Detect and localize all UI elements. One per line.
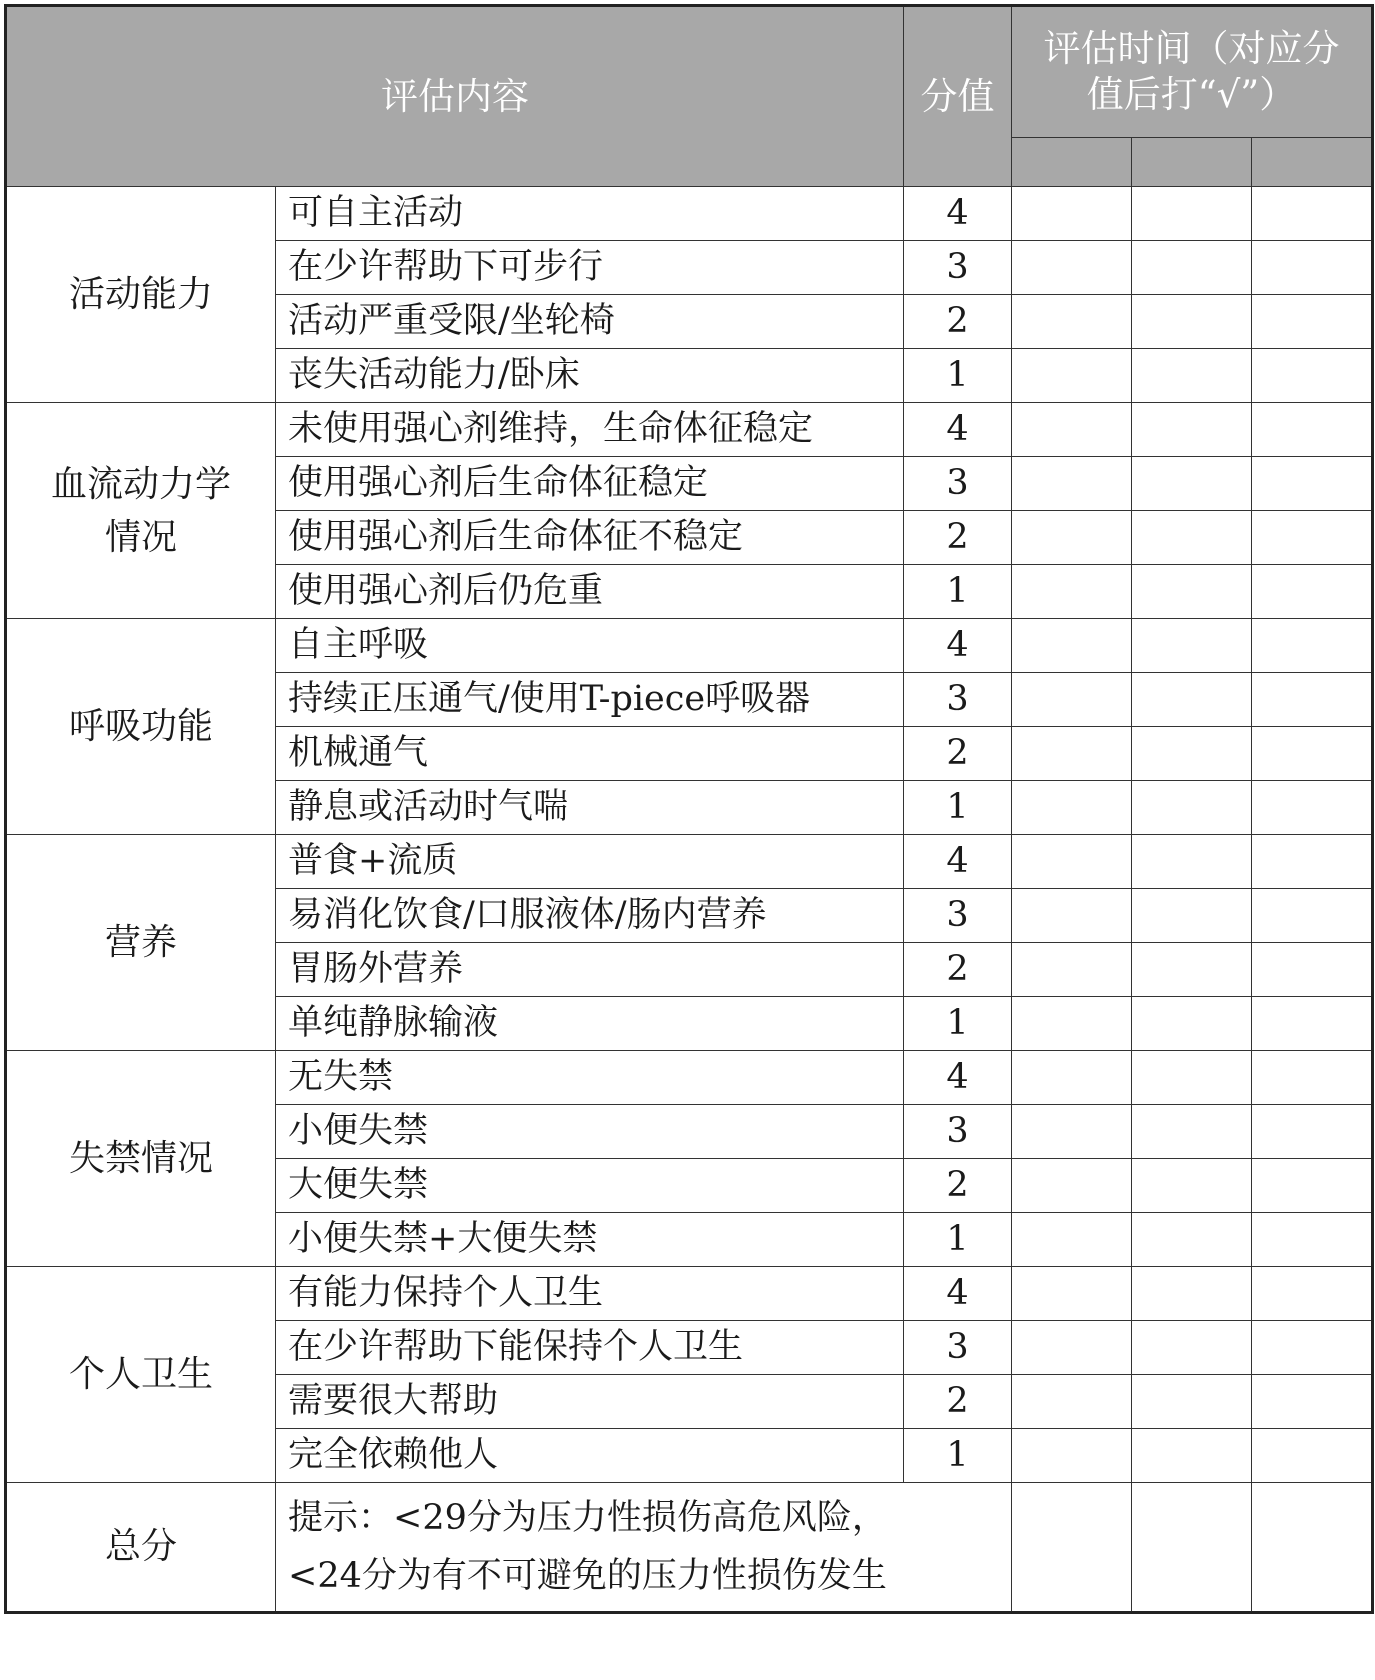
item-score: 2 — [904, 727, 1012, 781]
header-content: 评估内容 — [6, 6, 904, 187]
check-cell[interactable] — [1132, 727, 1252, 781]
item-description: 大便失禁 — [276, 1159, 904, 1213]
item-score: 1 — [904, 1429, 1012, 1483]
item-description: 使用强心剂后生命体征稳定 — [276, 457, 904, 511]
check-cell[interactable] — [1252, 1105, 1373, 1159]
total-label: 总分 — [6, 1483, 276, 1613]
check-cell[interactable] — [1252, 241, 1373, 295]
item-score: 1 — [904, 565, 1012, 619]
table-row — [6, 1051, 1373, 1105]
check-cell[interactable] — [1132, 835, 1252, 889]
item-description: 单纯静脉输液 — [276, 997, 904, 1051]
hint-line-2: <24分为有不可避免的压力性损伤发生 — [288, 1556, 887, 1596]
header-assessment-time — [1012, 6, 1373, 138]
check-cell[interactable] — [1252, 619, 1373, 673]
item-score: 4 — [904, 1051, 1012, 1105]
assessment-table — [4, 4, 1374, 1614]
check-cell[interactable] — [1012, 187, 1132, 241]
item-score: 1 — [904, 1213, 1012, 1267]
category-label-line: 活动能力 — [68, 274, 213, 315]
item-description: 使用强心剂后生命体征不稳定 — [276, 511, 904, 565]
check-cell[interactable] — [1132, 1267, 1252, 1321]
check-cell[interactable] — [1012, 1429, 1132, 1483]
item-description: 丧失活动能力/卧床 — [276, 349, 904, 403]
check-cell[interactable] — [1252, 997, 1373, 1051]
item-score: 2 — [904, 1375, 1012, 1429]
header-time-slot-3 — [1252, 138, 1373, 187]
check-cell[interactable] — [1012, 1267, 1132, 1321]
check-cell[interactable] — [1132, 457, 1252, 511]
check-cell[interactable] — [1132, 1159, 1252, 1213]
check-cell[interactable] — [1012, 1159, 1132, 1213]
item-score: 4 — [904, 835, 1012, 889]
category-label — [6, 835, 276, 1051]
header-time-line1: 评估时间（对应分 — [1043, 27, 1340, 70]
check-cell[interactable] — [1252, 403, 1373, 457]
item-score: 1 — [904, 781, 1012, 835]
check-cell[interactable] — [1132, 1213, 1252, 1267]
check-cell[interactable] — [1252, 511, 1373, 565]
check-cell[interactable] — [1132, 1321, 1252, 1375]
item-description: 小便失禁 — [276, 1105, 904, 1159]
item-score: 3 — [904, 889, 1012, 943]
item-description: 可自主活动 — [276, 187, 904, 241]
item-description: 持续正压通气/使用T-piece呼吸器 — [276, 673, 904, 727]
check-cell[interactable] — [1012, 403, 1132, 457]
check-cell[interactable] — [1132, 241, 1252, 295]
category-label — [6, 187, 276, 403]
check-cell[interactable] — [1132, 889, 1252, 943]
item-score: 2 — [904, 943, 1012, 997]
item-score: 3 — [904, 1321, 1012, 1375]
item-description: 静息或活动时气喘 — [276, 781, 904, 835]
item-description: 完全依赖他人 — [276, 1429, 904, 1483]
category-label — [6, 1267, 276, 1483]
check-cell[interactable] — [1132, 1375, 1252, 1429]
check-cell[interactable] — [1132, 565, 1252, 619]
check-cell[interactable] — [1252, 295, 1373, 349]
total-section — [6, 1483, 1373, 1613]
item-score: 1 — [904, 349, 1012, 403]
table-body — [6, 187, 1373, 1483]
category-label-line: 营养 — [104, 922, 177, 963]
check-cell[interactable] — [1012, 943, 1132, 997]
check-cell[interactable] — [1012, 1483, 1132, 1613]
check-cell[interactable] — [1012, 241, 1132, 295]
check-cell[interactable] — [1252, 565, 1373, 619]
item-score: 4 — [904, 403, 1012, 457]
table-header — [6, 6, 1373, 187]
check-cell[interactable] — [1132, 1429, 1252, 1483]
check-cell[interactable] — [1012, 565, 1132, 619]
item-description: 自主呼吸 — [276, 619, 904, 673]
check-cell[interactable] — [1012, 295, 1132, 349]
check-cell[interactable] — [1012, 997, 1132, 1051]
check-cell[interactable] — [1252, 1321, 1373, 1375]
check-cell[interactable] — [1132, 349, 1252, 403]
check-cell[interactable] — [1132, 673, 1252, 727]
item-description: 有能力保持个人卫生 — [276, 1267, 904, 1321]
check-cell[interactable] — [1252, 457, 1373, 511]
header-time-line2: 值后打“√”） — [1086, 73, 1297, 116]
item-score: 2 — [904, 1159, 1012, 1213]
item-score: 4 — [904, 1267, 1012, 1321]
check-cell[interactable] — [1252, 1267, 1373, 1321]
category-label-line: 个人卫生 — [68, 1354, 213, 1395]
table-row — [6, 619, 1373, 673]
check-cell[interactable] — [1132, 295, 1252, 349]
check-cell[interactable] — [1252, 187, 1373, 241]
check-cell[interactable] — [1132, 619, 1252, 673]
item-score: 2 — [904, 511, 1012, 565]
item-description: 普食+流质 — [276, 835, 904, 889]
category-label-line: 呼吸功能 — [68, 706, 213, 747]
item-description: 活动严重受限/坐轮椅 — [276, 295, 904, 349]
check-cell[interactable] — [1252, 1483, 1373, 1613]
check-cell[interactable] — [1132, 943, 1252, 997]
table-row — [6, 1267, 1373, 1321]
check-cell[interactable] — [1252, 1429, 1373, 1483]
item-score: 4 — [904, 187, 1012, 241]
category-label — [6, 619, 276, 835]
check-cell[interactable] — [1252, 673, 1373, 727]
item-description: 未使用强心剂维持，生命体征稳定 — [276, 403, 904, 457]
item-description: 机械通气 — [276, 727, 904, 781]
check-cell[interactable] — [1132, 1051, 1252, 1105]
check-cell[interactable] — [1132, 511, 1252, 565]
check-cell[interactable] — [1132, 781, 1252, 835]
item-description: 无失禁 — [276, 1051, 904, 1105]
check-cell[interactable] — [1012, 1213, 1132, 1267]
check-cell[interactable] — [1252, 1159, 1373, 1213]
item-description: 在少许帮助下能保持个人卫生 — [276, 1321, 904, 1375]
check-cell[interactable] — [1132, 997, 1252, 1051]
check-cell[interactable] — [1012, 1375, 1132, 1429]
check-cell[interactable] — [1012, 349, 1132, 403]
check-cell[interactable] — [1132, 1483, 1252, 1613]
check-cell[interactable] — [1012, 673, 1132, 727]
table-row — [6, 835, 1373, 889]
check-cell[interactable] — [1252, 349, 1373, 403]
check-cell[interactable] — [1252, 835, 1373, 889]
check-cell[interactable] — [1012, 511, 1132, 565]
check-cell[interactable] — [1132, 1105, 1252, 1159]
check-cell[interactable] — [1252, 1375, 1373, 1429]
check-cell[interactable] — [1252, 943, 1373, 997]
table-row — [6, 187, 1373, 241]
header-score: 分值 — [904, 6, 1012, 187]
check-cell[interactable] — [1252, 781, 1373, 835]
check-cell[interactable] — [1012, 1321, 1132, 1375]
total-hint — [276, 1483, 1012, 1613]
check-cell[interactable] — [1252, 1213, 1373, 1267]
check-cell[interactable] — [1132, 403, 1252, 457]
category-label-line: 血流动力学 — [50, 463, 231, 505]
hint-line-1: 提示：<29分为压力性损伤高危风险， — [288, 1498, 887, 1538]
category-label — [6, 403, 276, 619]
check-cell[interactable] — [1012, 835, 1132, 889]
check-cell[interactable] — [1012, 781, 1132, 835]
item-score: 3 — [904, 1105, 1012, 1159]
item-score: 1 — [904, 997, 1012, 1051]
check-cell[interactable] — [1252, 889, 1373, 943]
check-cell[interactable] — [1012, 889, 1132, 943]
header-time-slot-1 — [1012, 138, 1132, 187]
check-cell[interactable] — [1012, 457, 1132, 511]
table-row — [6, 403, 1373, 457]
category-label — [6, 1051, 276, 1267]
item-description: 需要很大帮助 — [276, 1375, 904, 1429]
check-cell[interactable] — [1012, 1051, 1132, 1105]
header-time-slot-2 — [1132, 138, 1252, 187]
category-label-line: 失禁情况 — [68, 1138, 213, 1179]
item-description: 在少许帮助下可步行 — [276, 241, 904, 295]
check-cell[interactable] — [1012, 619, 1132, 673]
check-cell[interactable] — [1012, 1105, 1132, 1159]
item-score: 2 — [904, 295, 1012, 349]
check-cell[interactable] — [1252, 727, 1373, 781]
item-description: 使用强心剂后仍危重 — [276, 565, 904, 619]
item-score: 3 — [904, 241, 1012, 295]
item-score: 4 — [904, 619, 1012, 673]
item-score: 3 — [904, 457, 1012, 511]
check-cell[interactable] — [1012, 727, 1132, 781]
check-cell[interactable] — [1132, 187, 1252, 241]
item-description: 胃肠外营养 — [276, 943, 904, 997]
item-description: 易消化饮食/口服液体/肠内营养 — [276, 889, 904, 943]
item-score: 3 — [904, 673, 1012, 727]
category-label-line: 情况 — [104, 516, 177, 558]
check-cell[interactable] — [1252, 1051, 1373, 1105]
item-description: 小便失禁+大便失禁 — [276, 1213, 904, 1267]
